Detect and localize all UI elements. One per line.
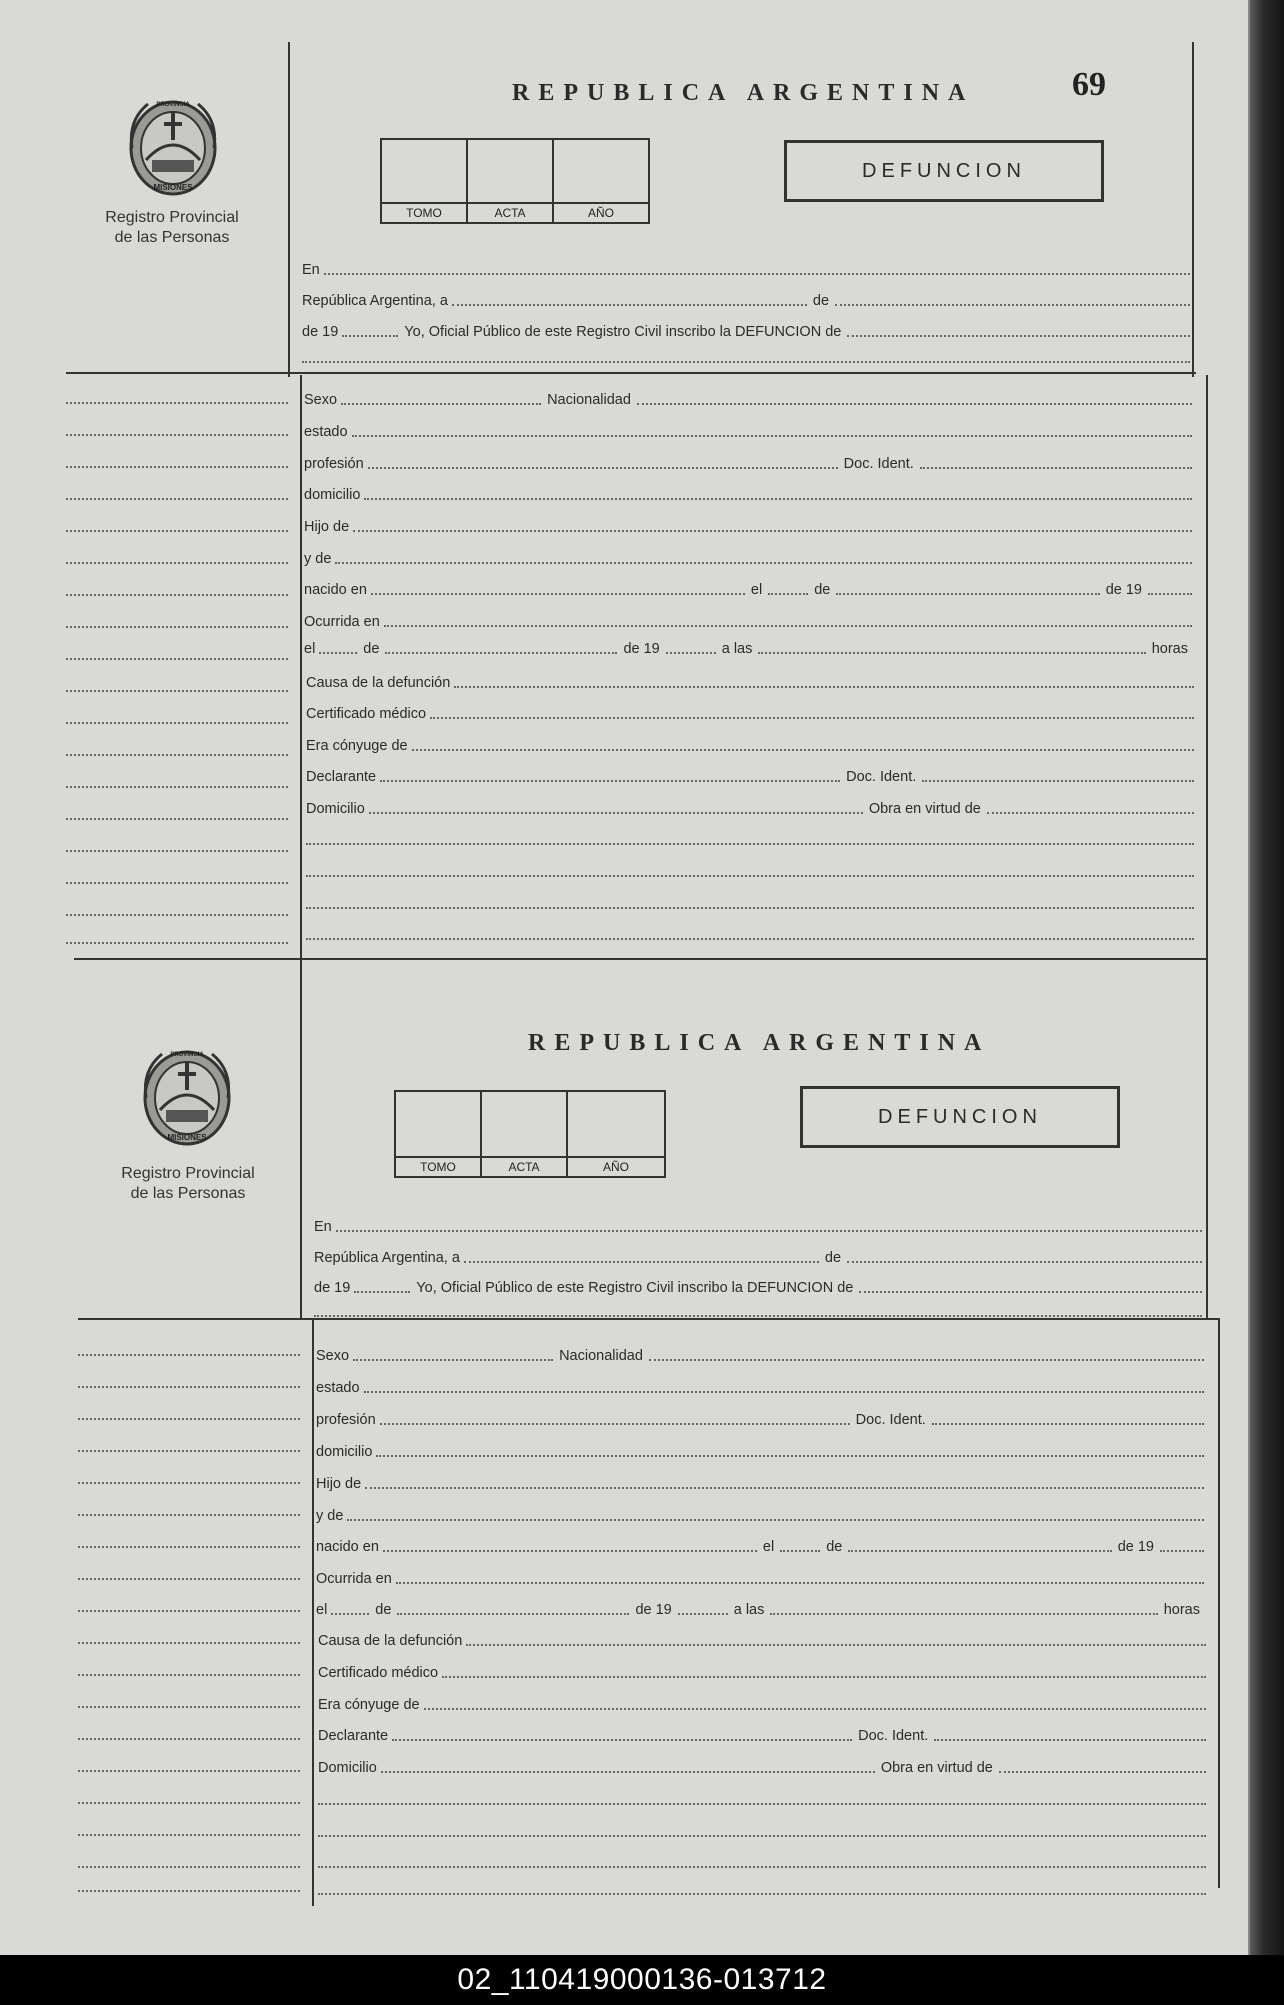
inscripcion-field[interactable]	[302, 318, 1190, 340]
nacido-field[interactable]	[316, 1533, 1204, 1555]
profesion-label: profesión	[316, 1412, 376, 1428]
declarante-field[interactable]	[318, 1722, 1206, 1744]
de19-label: de 19	[314, 1280, 351, 1296]
anio-label: AÑO	[568, 1156, 664, 1176]
scan-caption: 02_110419000136-013712	[0, 1955, 1284, 2005]
en-label: En	[314, 1219, 332, 1235]
doc-ident-label: Doc. Ident.	[843, 456, 914, 472]
domicilio-label: Domicilio	[306, 801, 365, 817]
el-label: el	[316, 1602, 328, 1618]
profesion-field[interactable]	[304, 450, 1192, 472]
de-label: de	[824, 1250, 842, 1266]
acta-cell[interactable]	[482, 1092, 568, 1176]
blank-line[interactable]	[306, 826, 1194, 848]
de19-label: de 19	[1105, 582, 1142, 598]
registry-label-line2: de las Personas	[130, 1185, 246, 1202]
anio-cell[interactable]	[568, 1092, 664, 1176]
ocurrida-en-label: Ocurrida en	[316, 1571, 392, 1587]
registry-label-line1: Registro Provincial	[121, 1165, 255, 1182]
blank-line[interactable]	[318, 1849, 1206, 1871]
provincial-seal-icon	[132, 1040, 242, 1150]
tomo-cell[interactable]	[396, 1092, 482, 1176]
acta-label: ACTA	[468, 202, 552, 222]
horas-label: horas	[1151, 641, 1188, 657]
declarante-label: Declarante	[318, 1728, 389, 1744]
conyuge-field[interactable]	[306, 732, 1194, 754]
blank-line[interactable]	[318, 1818, 1206, 1840]
sexo-label: Sexo	[316, 1348, 350, 1364]
en-field[interactable]	[302, 256, 1190, 278]
form1-right-edge-top	[1192, 42, 1194, 377]
hijo-de-label: Hijo de	[304, 519, 350, 535]
nacionalidad-label: Nacionalidad	[547, 392, 631, 408]
doc-ident-label: Doc. Ident.	[855, 1412, 926, 1428]
estado-label: estado	[316, 1380, 360, 1396]
registry-label-line2: de las Personas	[114, 229, 230, 246]
estado-field[interactable]	[316, 1374, 1204, 1396]
domicilio-field[interactable]	[316, 1438, 1204, 1460]
y-de-label: y de	[304, 551, 332, 567]
form1-divider-top	[288, 42, 290, 377]
anio-label: AÑO	[554, 202, 648, 222]
declarante-label: Declarante	[306, 769, 377, 785]
form2-divider-bottom	[312, 1318, 314, 1906]
obra-label: Obra en virtud de	[880, 1760, 993, 1776]
en-field[interactable]	[314, 1213, 1202, 1235]
blank-line[interactable]	[318, 1786, 1206, 1808]
anio-cell[interactable]	[554, 140, 648, 222]
fecha-field[interactable]	[302, 287, 1190, 309]
sexo-field[interactable]	[304, 386, 1192, 408]
record-type-box: DEFUNCION	[784, 140, 1104, 202]
seal-bottom-text: MISIONES	[167, 1133, 207, 1142]
form1-header-separator	[66, 372, 1196, 374]
nombre-continuation[interactable]	[314, 1298, 1202, 1320]
registry-label	[88, 1164, 288, 1204]
nacionalidad-label: Nacionalidad	[559, 1348, 643, 1364]
estado-field[interactable]	[304, 418, 1192, 440]
inscripcion-field[interactable]	[314, 1274, 1202, 1296]
a-las-label: a las	[733, 1602, 765, 1618]
form-separator	[74, 958, 1208, 960]
el-label: el	[750, 582, 763, 598]
de-label: de	[826, 1539, 843, 1555]
sexo-label: Sexo	[304, 392, 338, 408]
certificado-label: Certificado médico	[306, 706, 427, 722]
certificado-field[interactable]	[318, 1659, 1206, 1681]
registry-label-line1: Registro Provincial	[105, 209, 239, 226]
conyuge-label: Era cónyuge de	[318, 1697, 420, 1713]
profesion-label: profesión	[304, 456, 364, 472]
de-label: de	[375, 1602, 392, 1618]
nacido-field[interactable]	[304, 576, 1192, 598]
registry-number-box	[394, 1090, 666, 1178]
de19-label: de 19	[635, 1602, 672, 1618]
domicilio-label: Domicilio	[318, 1760, 377, 1776]
republic-title: REPUBLICA ARGENTINA	[528, 1030, 991, 1056]
form2-right-edge-top	[1206, 960, 1208, 1320]
doc-ident-label: Doc. Ident.	[846, 769, 917, 785]
tomo-label: TOMO	[382, 202, 466, 222]
hijo-de-field[interactable]	[316, 1470, 1204, 1492]
page-number: 69	[1072, 66, 1106, 103]
conyuge-label: Era cónyuge de	[306, 738, 408, 754]
seal-bottom-text: MISIONES	[153, 183, 193, 192]
causa-label: Causa de la defunción	[306, 675, 451, 691]
estado-label: estado	[304, 424, 348, 440]
de-label: de	[363, 641, 380, 657]
certificado-label: Certificado médico	[318, 1665, 439, 1681]
registry-label	[72, 208, 272, 248]
el-label: el	[304, 641, 316, 657]
nacido-en-label: nacido en	[316, 1539, 379, 1555]
y-de-field[interactable]	[304, 545, 1192, 567]
domicilio-label: domicilio	[316, 1444, 373, 1460]
conyuge-field[interactable]	[318, 1691, 1206, 1713]
obra-label: Obra en virtud de	[868, 801, 981, 817]
el-label: el	[762, 1539, 775, 1555]
ocurrida-en-label: Ocurrida en	[304, 614, 380, 630]
form2-right-edge-bottom	[1218, 1318, 1220, 1888]
a-las-label: a las	[721, 641, 753, 657]
tomo-cell[interactable]	[382, 140, 468, 222]
declarante-field[interactable]	[306, 763, 1194, 785]
book-binding	[1250, 0, 1284, 1955]
form2-divider-top	[300, 960, 302, 1320]
nombre-continuation[interactable]	[302, 344, 1190, 366]
causa-label: Causa de la defunción	[318, 1633, 463, 1649]
de-label: de	[814, 582, 831, 598]
sexo-field[interactable]	[316, 1342, 1204, 1364]
blank-line[interactable]	[306, 858, 1194, 880]
acta-cell[interactable]	[468, 140, 554, 222]
causa-field[interactable]	[306, 669, 1194, 691]
horas-label: horas	[1163, 1602, 1200, 1618]
nacido-en-label: nacido en	[304, 582, 367, 598]
ocurrida-field[interactable]	[304, 608, 1192, 630]
form1-right-edge-bottom	[1206, 375, 1208, 965]
yo-label: Yo, Oficial Público de este Registro Civil inscribo la DEFUNCION de	[404, 324, 842, 340]
ocurrida-field[interactable]	[316, 1565, 1204, 1587]
domicilio-label: domicilio	[304, 487, 361, 503]
fecha-defuncion-field[interactable]	[316, 1596, 1206, 1618]
record-type-box: DEFUNCION	[800, 1086, 1120, 1148]
y-de-field[interactable]	[316, 1502, 1204, 1524]
blank-line[interactable]	[318, 1876, 1206, 1898]
fecha-field[interactable]	[314, 1244, 1202, 1266]
hijo-de-label: Hijo de	[316, 1476, 362, 1492]
tomo-label: TOMO	[396, 1156, 480, 1176]
blank-line[interactable]	[306, 890, 1194, 912]
provincial-seal-icon	[118, 90, 228, 200]
profesion-field[interactable]	[316, 1406, 1204, 1428]
domicilio-declarante-field[interactable]	[306, 795, 1194, 817]
de19-label: de 19	[302, 324, 339, 340]
causa-field[interactable]	[318, 1627, 1206, 1649]
republica-label: República Argentina, a	[314, 1250, 460, 1266]
republic-title: REPUBLICA ARGENTINA	[512, 80, 975, 106]
fecha-defuncion-field[interactable]	[304, 635, 1194, 657]
de-label: de	[812, 293, 830, 309]
republica-label: República Argentina, a	[302, 293, 448, 309]
y-de-label: y de	[316, 1508, 344, 1524]
en-label: En	[302, 262, 320, 278]
de19-label: de 19	[1117, 1539, 1154, 1555]
hijo-de-field[interactable]	[304, 513, 1192, 535]
de19-label: de 19	[623, 641, 660, 657]
seal-top-text: PROVINCIA	[156, 102, 190, 108]
yo-label: Yo, Oficial Público de este Registro Civil inscribo la DEFUNCION de	[416, 1280, 854, 1296]
form1-divider-bottom	[300, 375, 302, 965]
certificado-field[interactable]	[306, 700, 1194, 722]
domicilio-declarante-field[interactable]	[318, 1754, 1206, 1776]
blank-line[interactable]	[306, 921, 1194, 943]
doc-ident-label: Doc. Ident.	[858, 1728, 929, 1744]
domicilio-field[interactable]	[304, 481, 1192, 503]
seal-top-text: PROVINCIA	[170, 1052, 204, 1058]
acta-label: ACTA	[482, 1156, 566, 1176]
registry-number-box	[380, 138, 650, 224]
